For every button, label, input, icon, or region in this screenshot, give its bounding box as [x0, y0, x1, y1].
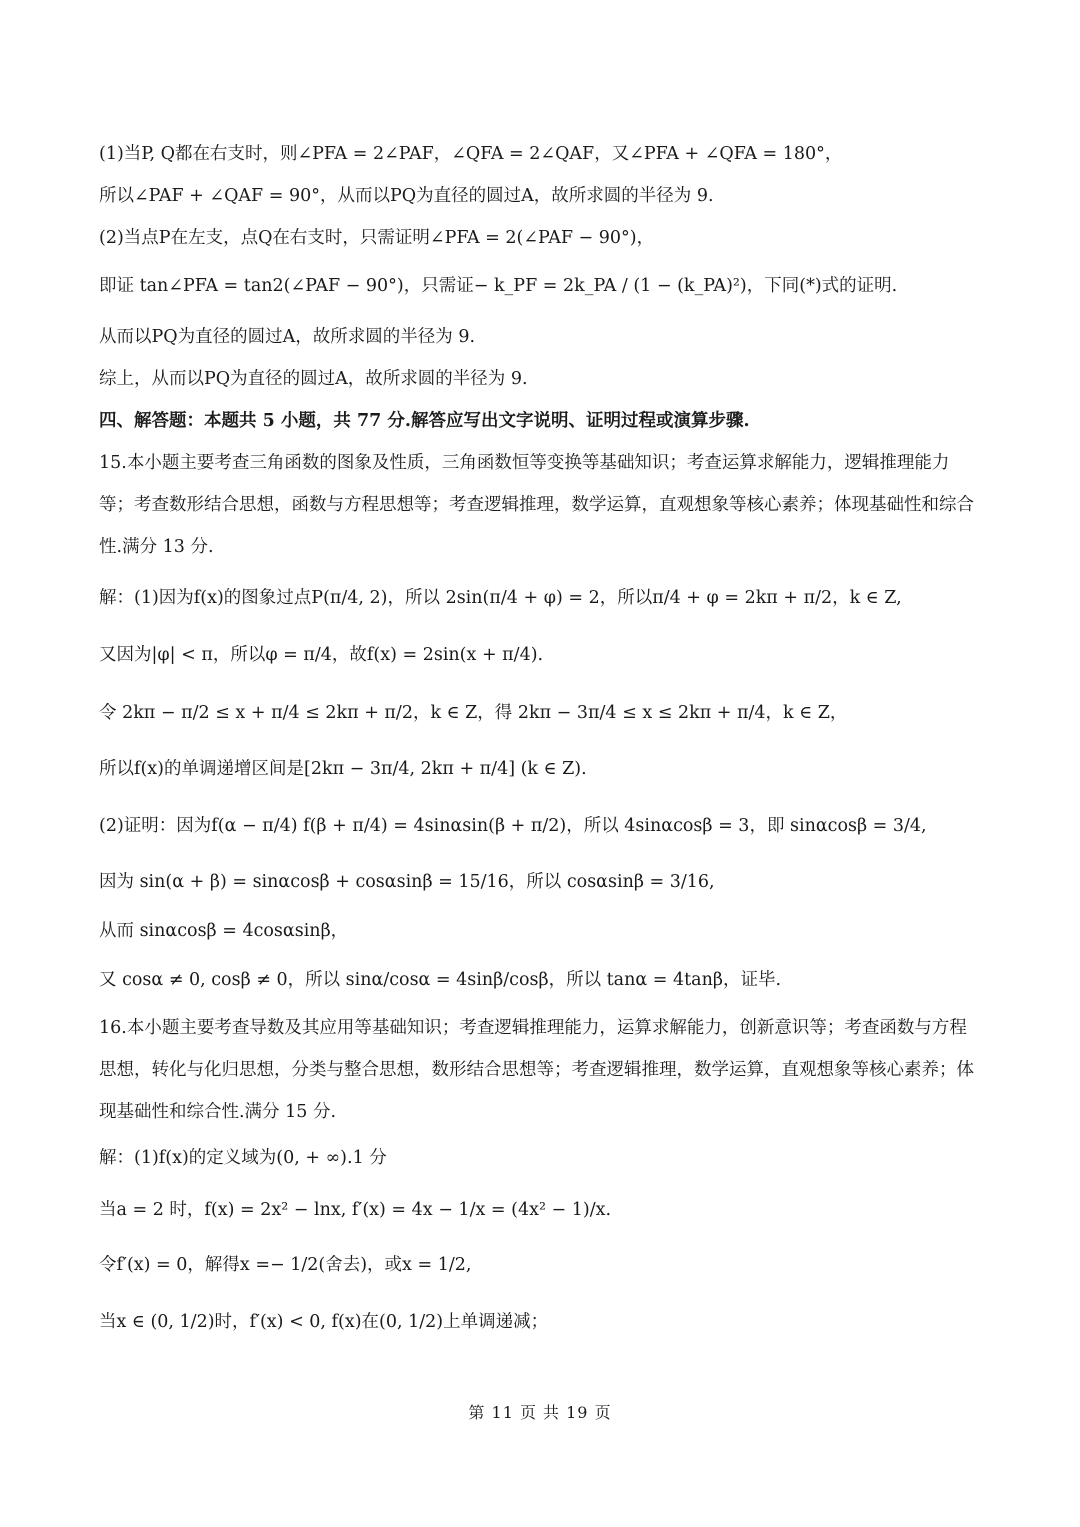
page-footer: 第 11 页 共 19 页 — [468, 1403, 612, 1422]
section-heading: 四、解答题：本题共 5 小题，共 77 分.解答应写出文字说明、证明过程或演算步骤. — [99, 411, 750, 431]
text-line: (2)当点P在左支，点Q在右支时，只需证明∠PFA = 2(∠PAF − 90°)， — [99, 228, 655, 248]
text-line: 综上，从而以PQ为直径的圆过A，故所求圆的半径为 9. — [99, 369, 528, 389]
text-line: 令f′(x) = 0，解得x =− 1/2(舍去)，或x = 1/2, — [99, 1255, 472, 1275]
problem-16-intro: 16.本小题主要考查导数及其应用等基础知识；考查逻辑推理能力，运算求解能力，创新意识等；考查函数与方程思想，转化与化归思想，分类与整合思想，数形结合思想等；考查逻辑推理，数学运算，直观想象等核心素养；体现基础性和综合性.满分 15 分. — [99, 1018, 974, 1122]
text-line: 当a = 2 时，f(x) = 2x² − lnx, f′(x) = 4x − 1/x = (4x² − 1)/x. — [99, 1200, 612, 1220]
text-line: 又因为|φ| < π，所以φ = π/4，故f(x) = 2sin(x + π/4). — [99, 645, 544, 665]
problem-15-intro: 15.本小题主要考查三角函数的图象及性质，三角函数恒等变换等基础知识；考查运算求解能力，逻辑推理能力等；考查数形结合思想，函数与方程思想等；考查逻辑推理，数学运算，直观想象等核心素养；体现基础性和综合性.满分 13 分. — [99, 453, 974, 557]
text-line: (1)当P, Q都在右支时，则∠PFA = 2∠PAF，∠QFA = 2∠QAF，又∠PFA + ∠QFA = 180°， — [99, 144, 843, 164]
text-line: 当x ∈ (0, 1/2)时，f′(x) < 0, f(x)在(0, 1/2)上单调递减； — [99, 1312, 549, 1332]
text-line: 所以∠PAF + ∠QAF = 90°，从而以PQ为直径的圆过A，故所求圆的半径为 9. — [99, 186, 714, 206]
text-line: 所以f(x)的单调递增区间是[2kπ − 3π/4, 2kπ + π/4] (k ∈ Z). — [99, 759, 587, 779]
text-line: 即证 tan∠PFA = tan2(∠PAF − 90°)，只需证− k_PF = 2k_PA / (1 − (k_PA)²)，下同(*)式的证明. — [99, 276, 898, 296]
text-line: 解：(1)f(x)的定义域为(0, + ∞).1 分 — [99, 1148, 387, 1168]
text-line: 从而以PQ为直径的圆过A，故所求圆的半径为 9. — [99, 327, 476, 347]
text-line: 从而 sinαcosβ = 4cosαsinβ， — [99, 921, 349, 941]
text-line: 又 cosα ≠ 0, cosβ ≠ 0，所以 sinα/cosα = 4sinβ/cosβ，所以 tanα = 4tanβ，证毕. — [99, 970, 782, 990]
text-line: 因为 sin(α + β) = sinαcosβ + cosαsinβ = 15/16，所以 cosαsinβ = 3/16, — [99, 872, 715, 892]
text-line: (2)证明：因为f(α − π/4) f(β + π/4) = 4sinαsin(β + π/2)，所以 4sinαcosβ = 3，即 sinαcosβ = 3/4, — [99, 816, 927, 836]
text-line: 令 2kπ − π/2 ≤ x + π/4 ≤ 2kπ + π/2，k ∈ Z，得 2kπ − 3π/4 ≤ x ≤ 2kπ + π/4，k ∈ Z， — [99, 703, 848, 723]
text-line: 解：(1)因为f(x)的图象过点P(π/4, 2)，所以 2sin(π/4 + φ) = 2，所以π/4 + φ = 2kπ + π/2，k ∈ Z, — [99, 588, 902, 608]
